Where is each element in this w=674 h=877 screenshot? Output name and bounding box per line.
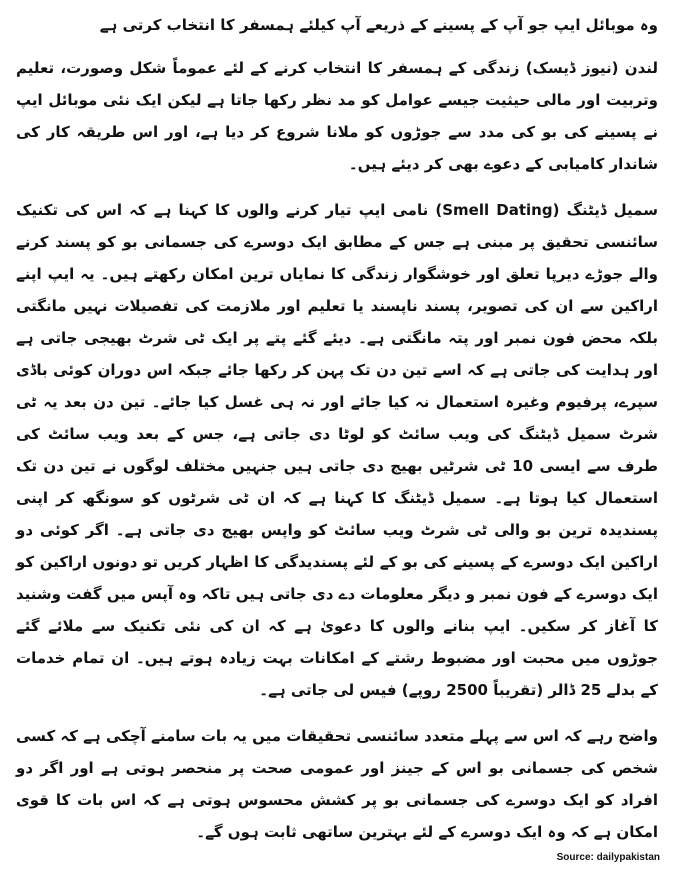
article-title: وہ موبائل ایپ جو آپ کے پسینے کے ذریعے آپ کیلئے ہمسفر کا انتخاب کرتی ہے: [99, 16, 658, 34]
source-credit: Source: dailypakistan: [556, 852, 660, 863]
article-paragraph-3: واضح رہے کہ اس سے پہلے متعدد سائنسی تحقیقات میں یہ بات سامنے آچکی ہے کہ کسی شخص کی جسمانی بو اس کے جینز اور عمومی صحت پر منحصر ہوتی ہے اور اگر دو افراد کو ایک دوسرے کی جسمانی بو پر کشش محسوس ہوتی ہے کہ اس بات کا قوی امکان ہے کہ وہ ایک دوسرے کے لئے بہترین ساتھی ثابت ہوں گے۔: [16, 727, 658, 841]
article-paragraph-1: لندن (نیوز ڈیسک) زندگی کے ہمسفر کا انتخاب کرنے کے لئے عموماً شکل وصورت، تعلیم وتربیت اور مالی حیثیت جیسے عوامل کو مد نظر رکھا جاتا ہے لیکن ایک نئی موبائل ایپ نے پسینے کی بو کی مدد سے جوڑوں کو ملانا شروع کر دیا ہے، اور اس طریقہ کار کی شاندار کامیابی کے دعوے بھی کر دیئے ہیں۔: [16, 59, 658, 173]
article-paragraph-2: سمیل ڈیٹنگ (Smell Dating) نامی ایپ تیار کرنے والوں کا کہنا ہے کہ اس کی تکنیک سائنسی تحقیق پر مبنی ہے جس کے مطابق ایک دوسرے کی جسمانی بو کو پسند کرنے والے جوڑے دیرپا تعلق اور خوشگوار زندگی کا نمایاں ترین امکان رکھتے ہیں۔ یہ ایپ اپنے اراکین سے ان کی تصویر، پسند ناپسند یا تعلیم اور ملازمت کی تفصیلات نہیں مانگتی بلکہ محض فون نمبر اور پتہ مانگتی ہے۔ دیئے گئے پتے پر ایک ٹی شرٹ بھیجی جاتی ہے اور ہدایت کی جاتی ہے کہ اسے تین دن تک پہن کر رکھا جائے جبکہ اس دوران کوئی باڈی سپرے، پرفیوم وغیرہ استعمال نہ کیا جائے اور نہ ہی غسل کیا جائے۔ تین دن بعد یہ ٹی شرٹ سمیل ڈیٹنگ کی ویب سائٹ کو لوٹا دی جاتی ہے، جس کے بعد ویب سائٹ کی طرف سے ایسی 10 ٹی شرٹیں بھیج دی جاتی ہیں جنہیں مختلف لوگوں نے تین دن تک استعمال کیا ہوتا ہے۔ سمیل ڈیٹنگ کا کہنا ہے کہ ان ٹی شرٹوں کو سونگھ کر اپنی پسندیدہ ترین بو والی ٹی شرٹ ویب سائٹ کو واپس بھیج دی جاتی ہے۔ اگر کوئی دو اراکین ایک دوسرے کے پسینے کی بو کے لئے پسندیدگی کا اظہار کریں تو دونوں اراکین کو ایک دوسرے کے فون نمبر و دیگر معلومات دے دی جاتی ہیں تاکہ وہ آپس میں گفت وشنید کا آغاز کر سکیں۔ ایپ بنانے والوں کا دعویٰ ہے کہ ان کی نئی تکنیک سے ملائے گئے جوڑوں میں محبت اور مضبوط رشتے کے امکانات بہت زیادہ ہوتے ہیں۔ ان تمام خدمات کے بدلے 25 ڈالر (تقریباً 2500 روپے) فیس لی جاتی ہے۔: [16, 201, 658, 699]
